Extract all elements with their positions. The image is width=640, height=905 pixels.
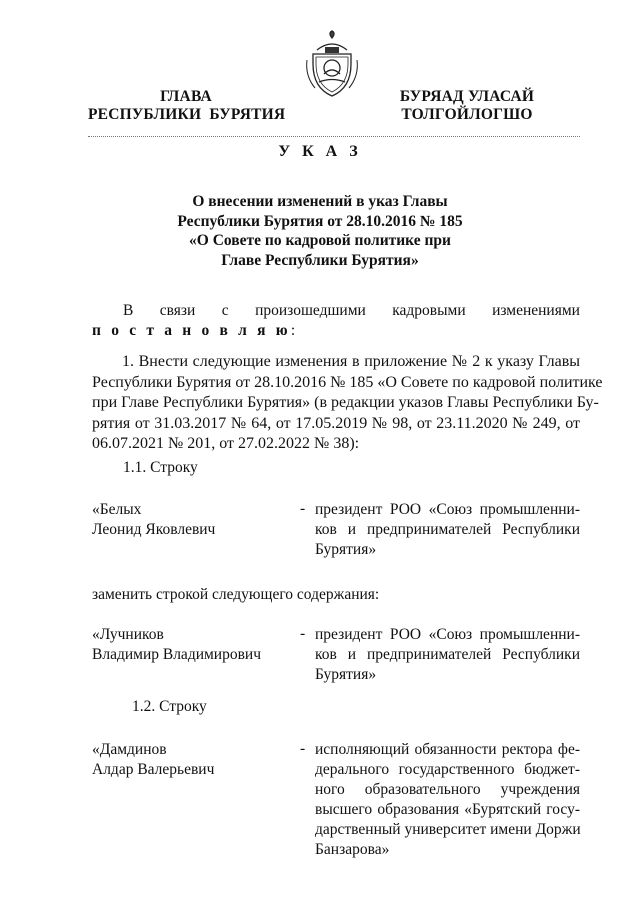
- entry-role-line: дарственный университет имени Доржи: [315, 821, 581, 838]
- header-right: [392, 88, 542, 124]
- entry-role-line: ков и предпринимателей Республики: [315, 521, 580, 538]
- title-line: Главе Республики Бурятия»: [221, 251, 419, 269]
- title-line: О внесении изменений в указ Главы: [192, 193, 448, 210]
- entry-name-line: Владимир Владимирович: [92, 646, 262, 663]
- entry-old2-name: [92, 740, 214, 780]
- entry-old2-role: [315, 740, 580, 860]
- document-title: [150, 192, 490, 270]
- item-1-2-heading: 1.2. Строку: [132, 698, 207, 715]
- entry-role-line: президент РОО «Союз промышленни-: [315, 626, 580, 643]
- entry-old-name: [92, 500, 215, 540]
- preamble-word: В: [123, 302, 134, 319]
- preamble-line: [123, 302, 580, 320]
- entry-dash: -: [300, 625, 306, 642]
- preamble-word: изменениями: [492, 302, 580, 319]
- preamble-word: произошедшими: [255, 302, 366, 319]
- item-1-line: при Главе Республики Бурятия» (в редакции указов Главы Республики Бу-: [92, 394, 599, 411]
- entry-dash: -: [300, 740, 306, 757]
- entry-name-line: Алдар Валерьевич: [92, 761, 215, 778]
- decree-word-text: п о с т а н о в л я ю: [92, 322, 291, 339]
- header-right-line: БУРЯАД УЛАСАЙ: [399, 88, 535, 105]
- decree-colon: :: [290, 322, 296, 339]
- entry-role-line: Бурятия»: [315, 541, 377, 558]
- coat-of-arms-icon: [303, 30, 361, 100]
- title-line: Республики Бурятия от 28.10.2016 № 185: [177, 212, 463, 230]
- entry-role-line: Банзарова»: [315, 841, 390, 858]
- item-1-line: 06.07.2021 № 201, от 27.02.2022 № 38):: [92, 435, 360, 452]
- entry-role-line: ного образовательного учреждения: [315, 781, 580, 798]
- header-left: [88, 88, 284, 124]
- entry-dash: -: [300, 500, 306, 517]
- item-1-paragraph: [92, 352, 603, 455]
- preamble-word: связи: [159, 302, 196, 319]
- entry-role-line: ков и предпринимателей Республики: [315, 646, 580, 663]
- document-type: У К А З: [278, 143, 362, 160]
- entry-role-line: исполняющий обязанности ректора фе-: [315, 741, 580, 758]
- entry-role-line: дерального государственного бюджет-: [315, 761, 580, 778]
- item-1-1-heading: 1.1. Строку: [123, 459, 198, 476]
- header-divider: [88, 136, 580, 137]
- decree-word: [92, 322, 295, 340]
- preamble-word: с: [221, 302, 229, 319]
- entry-name-line: «Лучников: [92, 626, 164, 643]
- item-1-line: Республики Бурятия от 28.10.2016 № 185 «О Совете по кадровой политике: [92, 373, 603, 391]
- entry-old-role: [315, 500, 580, 560]
- header-left-line: РЕСПУБЛИКИ БУРЯТИЯ: [88, 106, 286, 123]
- preamble-word: кадровыми: [392, 302, 466, 319]
- entry-role-line: президент РОО «Союз промышленни-: [315, 501, 580, 518]
- header-left-line: ГЛАВА: [160, 88, 212, 105]
- entry-new-name: [92, 625, 261, 665]
- entry-name-line: Леонид Яковлевич: [92, 521, 216, 538]
- title-line: «О Совете по кадровой политике при: [189, 232, 451, 249]
- entry-new-role: [315, 625, 580, 685]
- replace-text: заменить строкой следующего содержания:: [92, 586, 380, 603]
- item-1-line: 1. Внести следующие изменения в приложение № 2 к указу Главы: [122, 353, 580, 370]
- entry-name-line: «Белых: [92, 501, 142, 518]
- header-right-line: ТОЛГОЙЛОГШО: [401, 106, 533, 123]
- entry-role-line: Бурятия»: [315, 666, 377, 683]
- entry-role-line: высшего образования «Бурятский госу-: [315, 801, 580, 818]
- item-1-line: рятия от 31.03.2017 № 64, от 17.05.2019 № 98, от 23.11.2020 № 249, от: [92, 414, 580, 432]
- entry-name-line: «Дамдинов: [92, 741, 167, 758]
